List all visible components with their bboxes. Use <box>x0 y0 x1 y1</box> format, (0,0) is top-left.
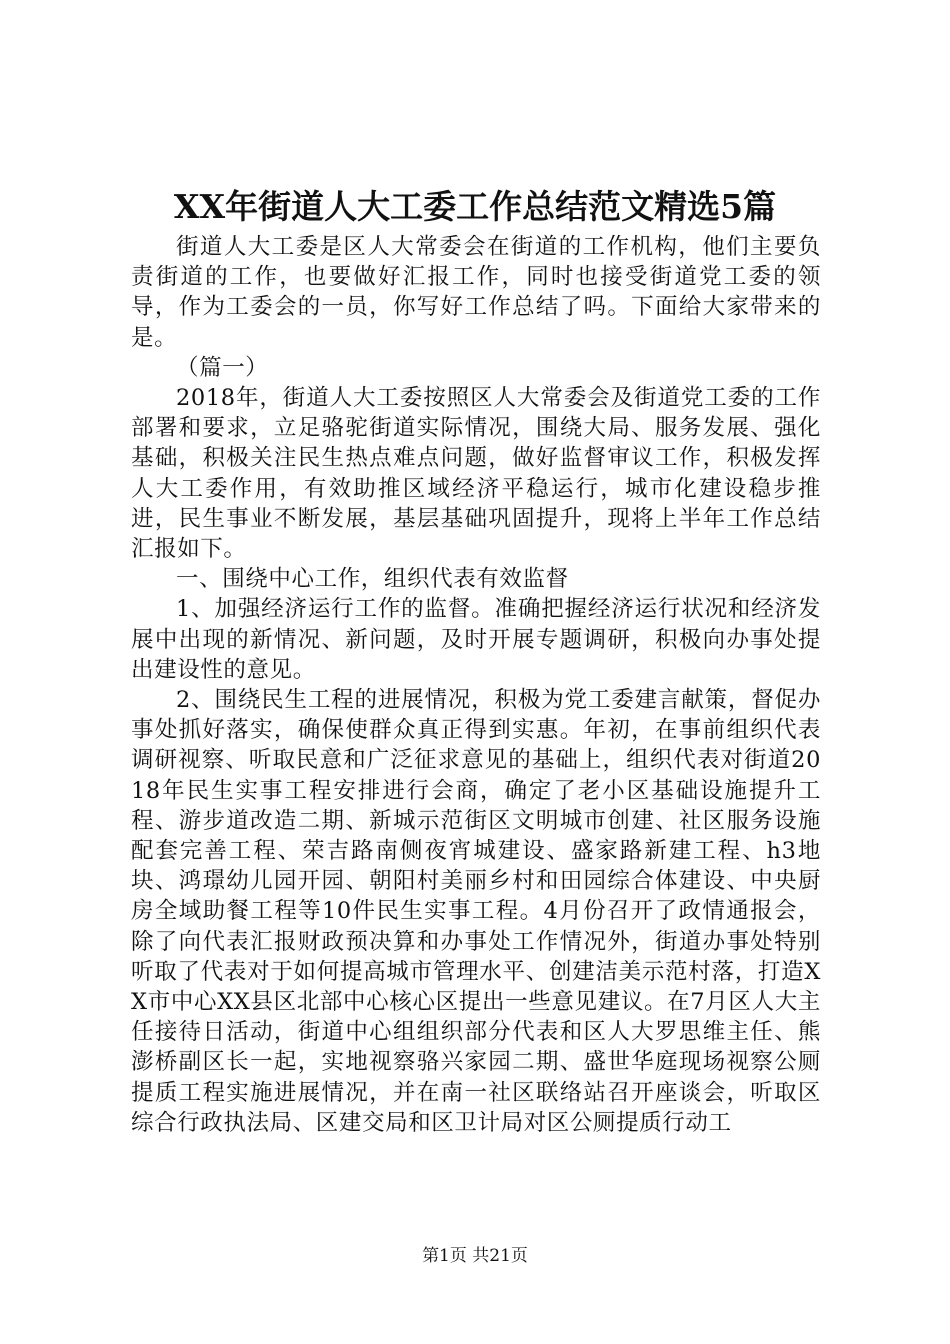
section-heading: 一、围绕中心工作，组织代表有效监督 <box>176 566 569 593</box>
body-paragraph: 2018年，街道人大工委按照区人大常委会及街道党工委的工作部署和要求，立足骆驼街道实际情况，围绕大局、服务发展、强化基础，积极关注民生热点难点问题，做好监督审议工作，积极发挥人大工委作用，有效助推区域经济平稳运行，城市化建设稳步推进，民生事业不断发展，基层基础巩固提升，现将上半年工作总结汇报如下。 <box>131 385 821 563</box>
page-footer: 第1页 共21页 <box>422 1246 528 1266</box>
document-body <box>131 232 821 1138</box>
body-paragraph: 1、加强经济运行工作的监督。准确把握经济运行状况和经济发展中出现的新情况、新问题，及时开展专题调研，积极向办事处提出建设性的意见。 <box>131 596 821 683</box>
document-title: XX年街道人大工委工作总结范文精选5篇 <box>173 187 777 226</box>
intro-paragraph: 街道人大工委是区人大常委会在街道的工作机构，他们主要负责街道的工作，也要做好汇报工作，同时也接受街道党工委的领导，作为工委会的一员，你写好工作总结了吗。下面给大家带来的是。 <box>131 234 821 351</box>
section-label: （篇一） <box>176 354 269 381</box>
body-paragraph: 2、围绕民生工程的进展情况，积极为党工委建言献策，督促办事处抓好落实，确保使群众真正得到实惠。年初，在事前组织代表调研视察、听取民意和广泛征求意见的基础上，组织代表对街道2018年民生实事工程安排进行会商，确定了老小区基础设施提升工程、游步道改造二期、新城示范街区文明城市创建、社区服务设施配套完善工程、荣吉路南侧夜宵城建设、盛家路新建工程、h3地块、鸿璟幼儿园开园、朝阳村美丽乡村和田园综合体建设、中央厨房全域助餐工程等10件民生实事工程。4月份召开了政情通报会，除了向代表汇报财政预决算和办事处工作情况外，街道办事处特别听取了代表对于如何提高城市管理水平、创建洁美示范村落，打造XX市中心XX县区北部中心核心区提出一些意见建议。在7月区人大主任接待日活动，街道中心组组织部分代表和区人大罗思维主任、熊澎桥副区长一起，实地视察骆兴家园二期、盛世华庭现场视察公厕提质工程实施进展情况，并在南一社区联络站召开座谈会，听取区综合行政执法局、区建交局和区卫计局对区公厕提质行动工 <box>131 687 821 1136</box>
